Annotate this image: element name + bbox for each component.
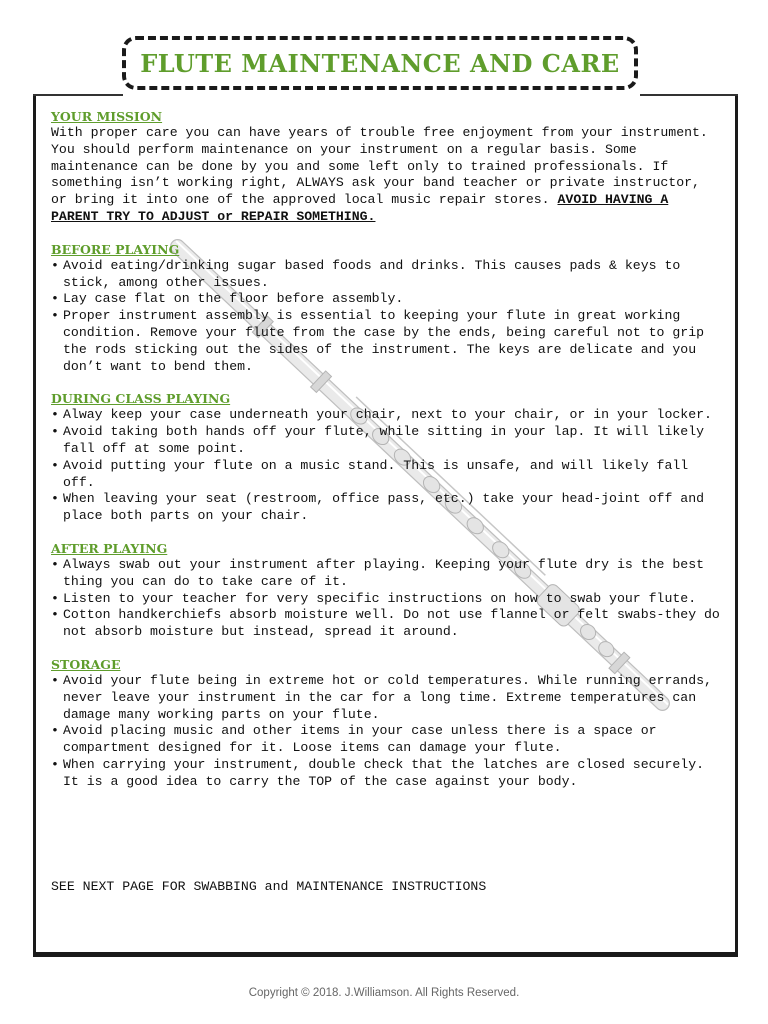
list-item: • Avoid placing music and other items in your case unless there is a space or compartment designed for it. Loose items can damage your flute.: [51, 723, 721, 757]
list-item: • Cotton handkerchiefs absorb moisture well. Do not use flannel or felt swabs-they do not absorb moisture but instead, spread it around.: [51, 607, 721, 641]
list-item: • Avoid your flute being in extreme hot or cold temperatures. While running errands, never leave your instrument in the car for a long time. Extreme temperatures can damage many working parts on your flute.: [51, 673, 721, 723]
during-class-list: [51, 407, 721, 525]
mission-emphasis: AVOID HAVING A PARENT TRY TO ADJUST or REPAIR SOMETHING.: [51, 192, 669, 224]
list-item: • Proper instrument assembly is essential to keeping your flute in great working condition. Remove your flute from the case by the ends, being careful not to grip the rods sticking out the sides of the instrument. The keys are delicate and you don’t want to bend them.: [51, 308, 721, 375]
list-item: • Avoid putting your flute on a music stand. This is unsafe, and will likely fall off.: [51, 458, 721, 492]
heading-your-mission: YOUR MISSION: [51, 109, 163, 124]
title-box: [122, 36, 638, 90]
mission-text: With proper care you can have years of trouble free enjoyment from your instrument. You should perform maintenance on your instrument on a regular basis. Some maintenance can be done by you and some left only to trained professionals. If something isn’t working right, ALWAYS ask your band teacher or private instructor, or bring it into one of the approved local music repair stores.: [51, 125, 708, 208]
mission-paragraph: [51, 125, 721, 226]
list-item: • When carrying your instrument, double check that the latches are closed securely. It is a good idea to carry the TOP of the case against your body.: [51, 757, 721, 791]
copyright-footer: Copyright © 2018. J.Williamson. All Rights Reserved.: [248, 987, 520, 999]
list-item: • When leaving your seat (restroom, office pass, etc.) take your head-joint off and place both parts on your chair.: [51, 491, 721, 525]
heading-during-class-playing: DURING CLASS PLAYING: [51, 391, 231, 407]
next-page-note: SEE NEXT PAGE FOR SWABBING and MAINTENANCE INSTRUCTIONS: [51, 879, 487, 894]
list-item: • Always swab out your instrument after playing. Keeping your flute dry is the best thing you can do to take care of it.: [51, 557, 721, 591]
storage-list: [51, 673, 721, 791]
list-item: • Avoid eating/drinking sugar based foods and drinks. This causes pads & keys to stick, among other issues.: [51, 258, 721, 292]
frame-top-left: [33, 94, 123, 96]
list-item: • Listen to your teacher for very specific instructions on how to swab your flute.: [51, 591, 721, 608]
heading-after-playing: AFTER PLAYING: [51, 540, 168, 556]
list-item: • Lay case flat on the floor before assembly.: [51, 291, 721, 308]
page-title: FLUTE MAINTENANCE AND CARE: [140, 48, 620, 78]
frame-top-right: [640, 94, 738, 96]
heading-storage: STORAGE: [51, 656, 121, 672]
after-playing-list: [51, 557, 721, 641]
main-content: [51, 108, 721, 791]
list-item: • Avoid taking both hands off your flute, while sitting in your lap. It will likely fall off at some point.: [51, 424, 721, 458]
heading-before-playing: BEFORE PLAYING: [51, 241, 180, 257]
before-playing-list: [51, 258, 721, 376]
list-item: • Alway keep your case underneath your chair, next to your chair, or in your locker.: [51, 407, 721, 424]
